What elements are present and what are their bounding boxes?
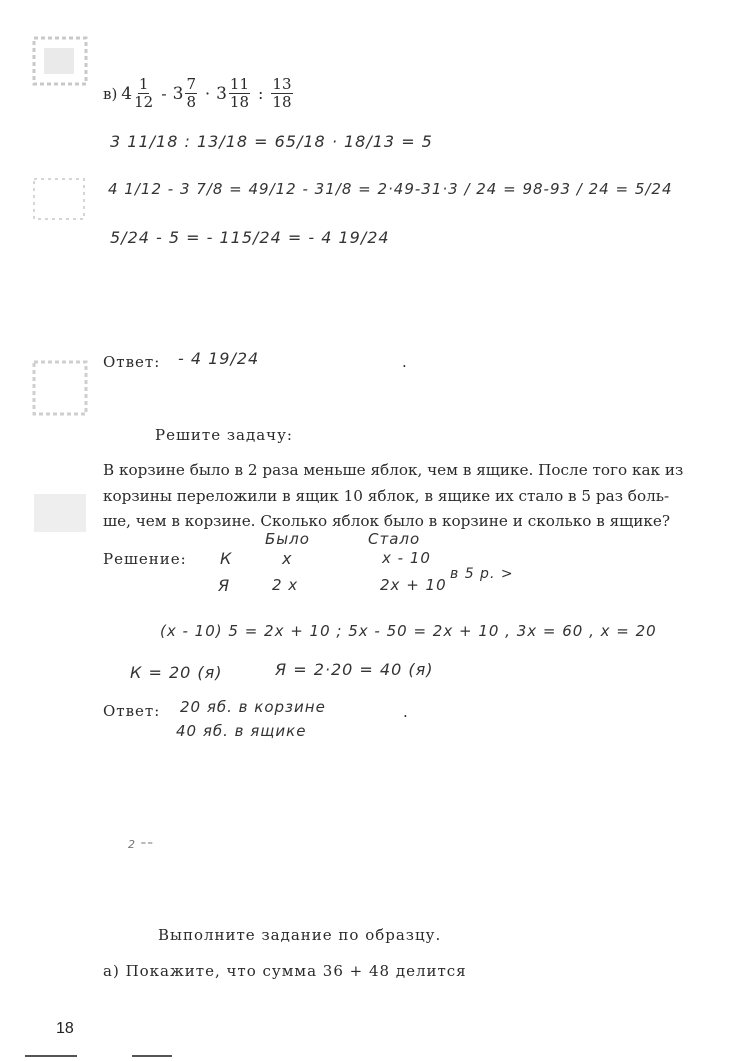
fraction-term-2: 3 $\frac{7}{8}$ [172, 75, 196, 111]
fraction-term-3: 3 $\frac{11}{18}$ [216, 75, 250, 111]
bottom-rule-left [25, 1055, 77, 1057]
fraction-term-1: 4 $\frac{1}{12}$ [121, 75, 154, 111]
col-head-now: Стало [368, 530, 421, 548]
next-task-heading: Выполните задание по образцу. [158, 926, 442, 944]
operator-3: : [258, 84, 264, 103]
row2-name: Я [218, 576, 231, 595]
margin-stamp-4 [30, 490, 92, 536]
margin-stamp-2 [30, 175, 92, 225]
problem-line-2: корзины переложили в ящик 10 яблок, в ящике их стало в 5 раз боль- [103, 487, 670, 505]
answer-2-line-2: 40 яб. в ящике [176, 722, 307, 740]
row2-note: в 5 р. > [450, 566, 514, 582]
task-v-expression [103, 76, 295, 111]
result-k: К = 20 (я) [130, 663, 223, 682]
row1-was: x [282, 549, 293, 568]
problem-line-1: В корзине было в 2 раза меньше яблок, чем в ящике. После того как из [103, 461, 684, 479]
page-number: 18 [56, 1020, 74, 1037]
answer-2-end: . [403, 703, 408, 721]
solution-label: Решение: [103, 550, 187, 568]
answer-2-label: Ответ: [103, 702, 161, 720]
stray-mark: 2 ⁼⁼ [128, 838, 155, 851]
bottom-rule-right [132, 1055, 172, 1057]
handwritten-line-3: 5/24 - 5 = - 115/24 = - 4 19/24 [110, 228, 390, 247]
operator-2: · [205, 84, 211, 103]
margin-stamp-3 [30, 358, 92, 418]
row2-was: 2 x [272, 576, 299, 594]
problem-heading: Решите задачу: [155, 426, 293, 444]
row1-name: К [220, 549, 233, 568]
solution-equation: (x - 10) 5 = 2x + 10 ; 5x - 50 = 2x + 10 , 3x = 60 , x = 20 [160, 622, 657, 640]
margin-stamp-1 [30, 32, 92, 90]
answer-1-value: - 4 19/24 [178, 349, 260, 368]
result-ya: Я = 2·20 = 40 (я) [275, 660, 434, 679]
col-head-was: Было [265, 530, 310, 548]
next-task-line: а) Покажите, что сумма 36 + 48 делится [103, 962, 467, 980]
answer-1-label: Ответ: [103, 353, 161, 371]
answer-2-line-1: 20 яб. в корзине [180, 698, 326, 716]
answer-1-end: . [402, 353, 407, 371]
problem-line-3: ше, чем в корзине. Сколько яблок было в корзине и сколько в ящике? [103, 512, 671, 530]
operator-1: - [161, 84, 167, 103]
row1-now: x - 10 [382, 549, 431, 567]
fraction-term-4: $\frac{13}{18}$ [272, 75, 292, 111]
handwritten-line-2: 4 1/12 - 3 7/8 = 49/12 - 31/8 = 2·49-31·3 / 24 = 98-93 / 24 = 5/24 [108, 180, 673, 198]
task-v-label: в) [103, 84, 118, 103]
row2-now: 2x + 10 [380, 576, 447, 594]
handwritten-line-1: 3 11/18 : 13/18 = 65/18 · 18/13 = 5 [110, 132, 433, 151]
